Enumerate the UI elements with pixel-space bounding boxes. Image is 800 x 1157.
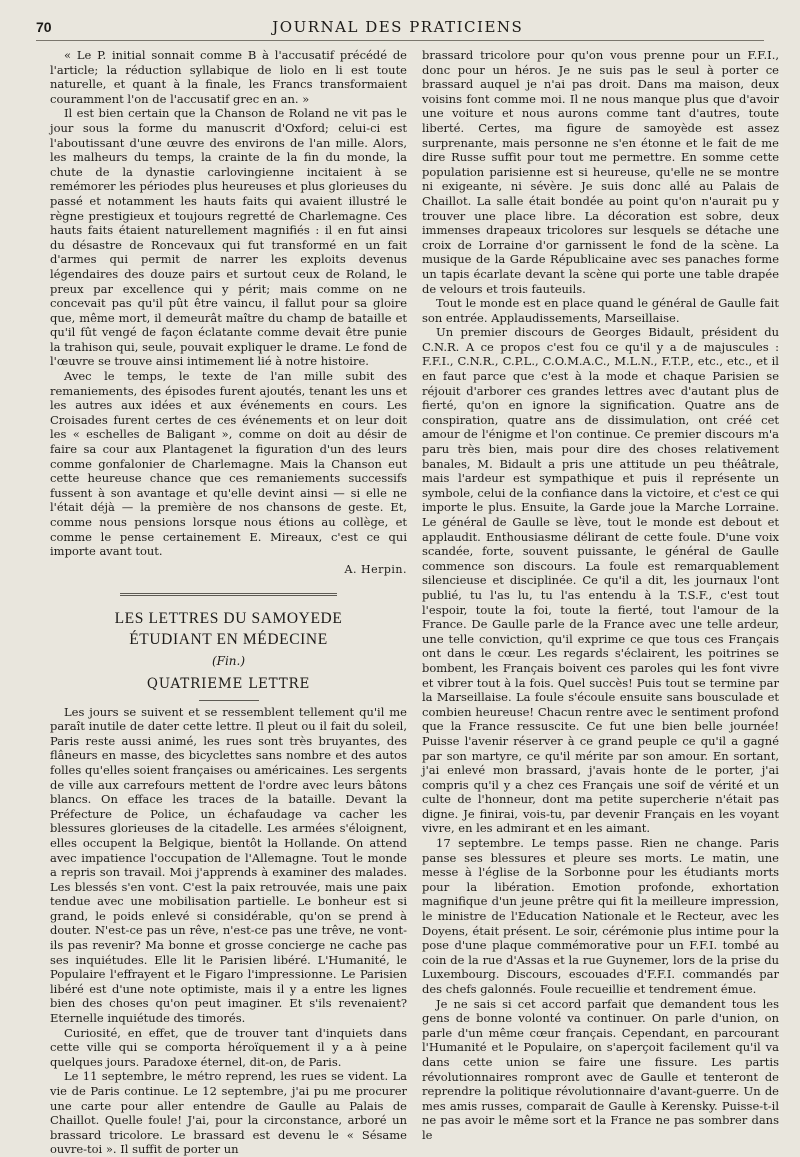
signature: A. Herpin. [344,562,407,576]
paragraph: brassard tricolore pour qu'on vous prenne pour un F.F.I., donc pour un héros. Je ne suis pas le seul à porter ce brassard auquel je n'ai pas droit. Dans ma maison, deux voisins font comme moi. Il ne nous manque plus que d'avoir une voiture et nous aurons comme tant d'autres, toute liberté. Certes, ma figure de samoyède est assez surprenante, mais personne ne s'en étonne et le fait de me dire Russe suffit pour tout me permettre. En somme cette population parisienne est si heureuse, qu'elle ne se montre ni exigeante, ni sévère. Je suis donc allé au Palais de Chaillot. La salle était bondée au point qu'on n'aurait pu y trouver une place libre. La décoration est sobre, deux immenses drapeaux tricolores sur lesquels se détache une croix de Lorraine d'or garnissent le fond de la scène. La musique de la Garde Républicaine avec ses panaches forme un tapis écarlate devant la scène qui porte une table drapée de velours et trois fauteuils. [422,48,779,296]
paragraph: Il est bien certain que la Chanson de Roland ne vit pas le jour sous la forme du manuscrit d'Oxford; celui-ci est l'aboutissant d'une œuvre des environs de l'an mille. Alors, les malheurs du temps, la crainte de la fin du monde, la chute de la dynastie carlovingienne incitaient à se remémorer les périodes plus heureuses et plus glorieuses du passé et notamment les hauts faits qui avaient illustré le règne prestigieux et toujours regretté de Charlemagne. Ces hauts faits étaient naturellement magnifiés : il en fut ainsi du désastre de Roncevaux qui fut transformé en un fait d'armes qui permit de narrer les exploits devenus légendaires des douze pairs et surtout ceux de Roland, le preux par excellence qui y périt; mais comme on ne concevait pas qu'il pût être vaincu, il fallut pour sa gloire que, même mort, il demeurât maître du champ de bataille et qu'il fût vengé de façon éclatante comme devait être punie la trahison qui, seule, pouvait expliquer le drame. Le fond de l'œuvre se trouve ainsi intimement lié à notre histoire. [50,106,407,369]
paragraph: Curiosité, en effet, que de trouver tant d'inquiets dans cette ville qui se comporta héroïquement il y a à peine quelques jours. Paradoxe éternel, dit-on, de Paris. [50,1025,407,1069]
subtitle-rule [199,700,259,701]
article-title-line-2: ÉTUDIANT EN MÉDECINE [129,631,328,649]
paragraph: Je ne sais si cet accord parfait que demandent tous les gens de bonne volonté va continuer. On parle d'union, on parle d'un même cœur français. Cependant, en parcourant l'Humanité et le Populaire, on s'aperçoit facilement qu'il va dans cette union se faire une fissure. Les partis révolutionnaires rompront avec de Gaulle et tenteront de reprendre la politique révolutionnaire d'avant-guerre. Un de mes amis russes, comparait de Gaulle à Kerensky. Puisse-t-il ne pas avoir le même sort et la France ne pas sombrer dans le [422,996,779,1142]
running-title: JOURNAL DES PRATICIENS [272,18,524,36]
page-header [36,14,764,41]
article-subtitle: QUATRIEME LETTRE [146,675,311,692]
paragraph: 17 septembre. Le temps passe. Rien ne change. Paris panse ses blessures et pleure ses morts. Le matin, une messe à l'église de la Sorbonne pour les étudiants morts pour la libération. Emotion profonde, exhortation magnifique d'un jeune prêtre qui fit la meilleure impression, le ministre de l'Education Nationale et le Recteur, avec les Doyens, était présent. Le soir, cérémonie plus intime pour la pose d'une plaque commémorative pour un F.F.I. tombé au coin de la rue d'Assas et la rue Guynemer, lors de la prise du Luxembourg. Discours, escouades d'F.F.I. commandés par des chefs galonnés. Foule recueillie et tendrement émue. [422,836,779,996]
page-number: 70 [36,19,52,35]
paragraph: Le 11 septembre, le métro reprend, les rues se vident. La vie de Paris continue. Le 12 septembre, j'ai pu me procurer une carte pour aller entendre de Gaulle au Palais de Chaillot. Quelle foule! J'ai, pour la circonstance, arboré un brassard tricolore. Le brassard est devenu le « Sésame ouvre-toi ». Il suffit de porter un [50,1069,407,1157]
left-column [50,48,407,1157]
section-divider [120,593,337,596]
paragraph: « Le P. initial sonnait comme B à l'accusatif précédé de l'article; la réduction syllabique de liolo en li est toute naturelle, et quant à la finale, les Francs transformaient couramment l'on de l'accusatif grec en an. » [50,48,407,106]
article-continuation-note: (Fin.) [211,654,246,669]
right-column [422,48,779,1143]
paragraph: Un premier discours de Georges Bidault, président du C.N.R. A ce propos c'est fou ce qu'il y a de majuscules : F.F.I., C.N.R., C.P.L., C.O.M.A.C., M.L.N., F.T.P., etc., etc., et il en faut parce que c'est à la mode et chaque Parisien se réjouit d'arborer ces grandes lettres avec d'autant plus de fierté, qu'on en ignore la signification. Quatre ans de conspiration, quatre ans de dissimulation, ont créé cet amour de l'énigme et l'on continue. Ce premier discours m'a paru très bien, mais pour dire des choses relativement banales, M. Bidault a pris une attitude un peu théâtrale, mais l'ardeur est sympathique et puis il représente un symbole, celui de la confiance dans la victoire, et c'est ce qui importe le plus. Ensuite, la Garde joue la Marche Lorraine. Le général de Gaulle se lève, tout le monde est debout et applaudit. Enthousiasme délirant de cette foule. D'une voix scandée, forte, souvent puissante, le général de Gaulle commence son discours. La foule est remarquablement silencieuse et disciplinée. Ce qu'il a dit, les journaux l'ont publié, tu l'as lu, tu l'as entendu à la T.S.F., c'est tout l'espoir, toute la foi, toute la fierté, tout l'amour de la France. De Gaulle parle de la France avec une telle ardeur, une telle conviction, qu'il exprime ce que tous ces Français ont dans le cœur. Les regards s'éclairent, les poitrines se bombent, les Français boivent ces paroles qui les font vivre et vibrer tout à la fois. Quel succès! Puis tout se termine par la Marseillaise. La foule s'écoule ensuite sans bousculade et combien heureuse! Chacun rentre avec le sentiment profond que la France ressuscite. Ce fut une bien belle journée! Puisse l'avenir réserver à ce grand peuple ce qu'il a gagné par son martyre, ce qu'il mérite par son amour. En sortant, j'ai enlevé mon brassard, j'avais honte de le porter, j'ai compris qu'il y a chez ces Français une soif de vérité et un culte de l'honneur, dont ma petite supercherie n'était pas digne. Je finirai, vois-tu, par devenir Français en les voyant vivre, en les admirant et en les aimant. [422,325,779,836]
paragraph: Tout le monde est en place quand le général de Gaulle fait son entrée. Applaudissements, Marseillaise. [422,296,779,325]
paragraph: Les jours se suivent et se ressemblent tellement qu'il me paraît inutile de dater cette lettre. Il pleut ou il fait du soleil, Paris reste aussi animé, les rues sont très bruyantes, des flâneurs en masse, des bicyclettes sans nombre et des autos folles qu'elles soient françaises ou américaines. Les sergents de ville aux carrefours mettent de l'ordre avec leurs bâtons blancs. On efface les traces de la bataille. Devant la Préfecture de Police, un échafaudage va cacher les blessures glorieuses de la citadelle. Les armées s'éloignent, elles occupent la Belgique, bientôt la Hollande. On attend avec impatience l'occupation de l'Allemagne. Tout le monde a repris son travail. Moi j'apprends à examiner des malades. Les blessés s'en vont. C'est la paix retrouvée, mais une paix tendue avec une mobilisation partielle. Le bonheur est si grand, le poids enlevé si considérable, qu'on se prend à douter. N'est-ce pas un rêve, n'est-ce pas une trêve, ne vont-ils pas revenir? Ma bonne et grosse concierge ne cache pas ses inquiétudes. Elle lit le Parisien libéré. L'Humanité, le Populaire l'effrayent et le Figaro l'impressionne. Le Parisien libéré est d'une note optimiste, mais il y a entre les lignes bien des choses qu'on peut imaginer. Et s'ils revenaient? Eternelle inquiétude des timorés. [50,704,407,1026]
article-title-line-1: LES LETTRES DU SAMOYEDE [114,610,343,628]
paragraph: Avec le temps, le texte de l'an mille subit des remaniements, des épisodes furent ajoutés, tenant les uns et les autres aux idées et aux événements en cours. Les Croisades furent certes de ces événements et on leur doit les « eschelles de Baligant », comme on doit au désir de faire sa cour aux Plantagenet la figuration d'un des leurs comme gonfalonier de Charlemagne. Mais la Chanson eut cette heureuse chance que ces remaniements successifs fussent à son avantage et qu'elle devint ainsi — si elle ne l'était déjà — la première de nos chansons de geste. Et, comme nous pensions lorsque nous étions au collège, et comme le pense certainement E. Mireaux, c'est ce qui importe avant tout. [50,369,407,559]
